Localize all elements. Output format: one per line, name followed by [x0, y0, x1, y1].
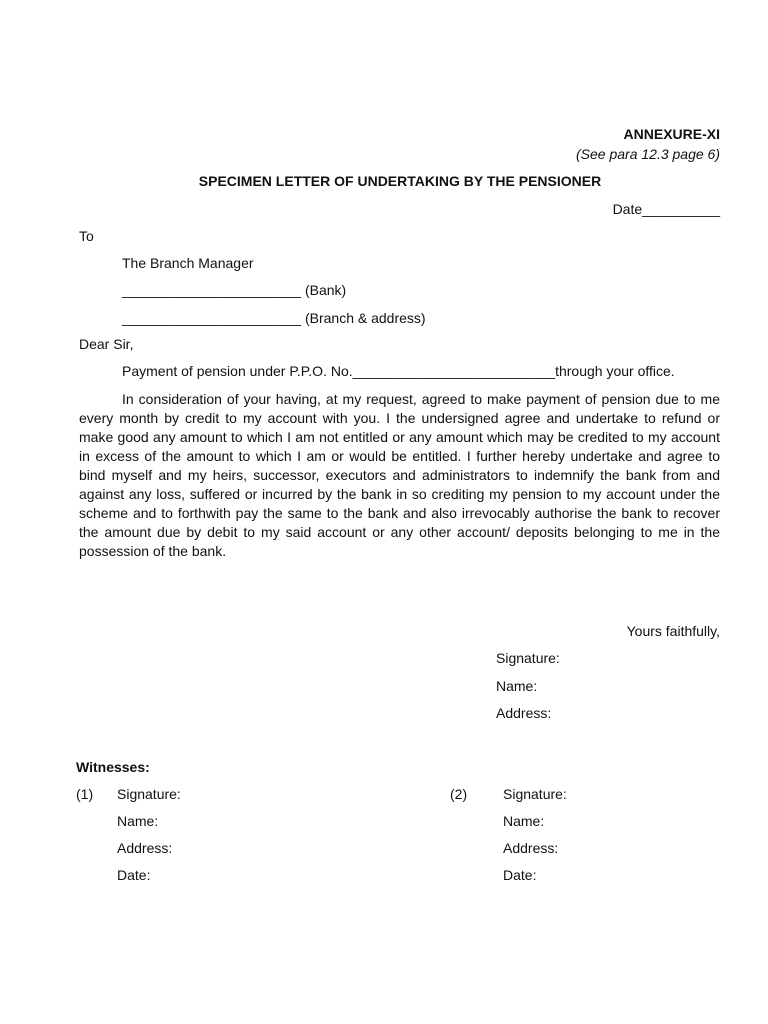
- salutation: Dear Sir,: [79, 336, 134, 352]
- bank-line: _______________________ (Bank): [122, 282, 347, 298]
- witness-name: Name:: [503, 813, 545, 829]
- letter-body: In consideration of your having, at my request, agreed to make payment of pension due to me every month by credit to my account with you. I the undersigned agree and undertake to refund or make good any amount to which I am not entitled or any amount which may be credited to my account in excess of the amount to which I am or would be entitled. I further hereby undertake and agree to bind myself and my heirs, successor, executors and administrators to indemnify the bank from and against any loss, suffered or incurred by the bank in so crediting my pension to my account under the scheme and to forthwith pay the same to the bank and also irrevocably authorise the bank to recover the amount due by debit to my said account or any other account/ deposits belonging to me in the possession of the bank.: [79, 391, 720, 559]
- recipient-line: The Branch Manager: [122, 255, 254, 271]
- annexure-label: ANNEXURE-XI: [623, 126, 720, 142]
- subject-line: Payment of pension under P.P.O. No.__________________________through your office.: [122, 363, 675, 379]
- witness-address: Address:: [503, 840, 559, 856]
- witness-name: Name:: [117, 813, 159, 829]
- date-field: Date__________: [612, 201, 720, 217]
- witnesses-heading: Witnesses:: [76, 759, 150, 775]
- witness-number: (2): [450, 786, 468, 802]
- closing-signature: Signature:: [496, 650, 560, 666]
- closing-name: Name:: [496, 678, 538, 694]
- witness-number: (1): [76, 786, 94, 802]
- branch-line: _______________________ (Branch & address): [122, 310, 426, 326]
- document-title: SPECIMEN LETTER OF UNDERTAKING BY THE PENSIONER: [198, 173, 602, 189]
- valediction: Yours faithfully,: [626, 623, 720, 639]
- witness-date: Date:: [117, 867, 151, 883]
- to-label: To: [79, 228, 94, 244]
- witness-signature: Signature:: [503, 786, 567, 802]
- reference-note: (See para 12.3 page 6): [576, 146, 720, 162]
- closing-address: Address:: [496, 705, 552, 721]
- witness-signature: Signature:: [117, 786, 181, 802]
- witness-address: Address:: [117, 840, 173, 856]
- witness-date: Date:: [503, 867, 537, 883]
